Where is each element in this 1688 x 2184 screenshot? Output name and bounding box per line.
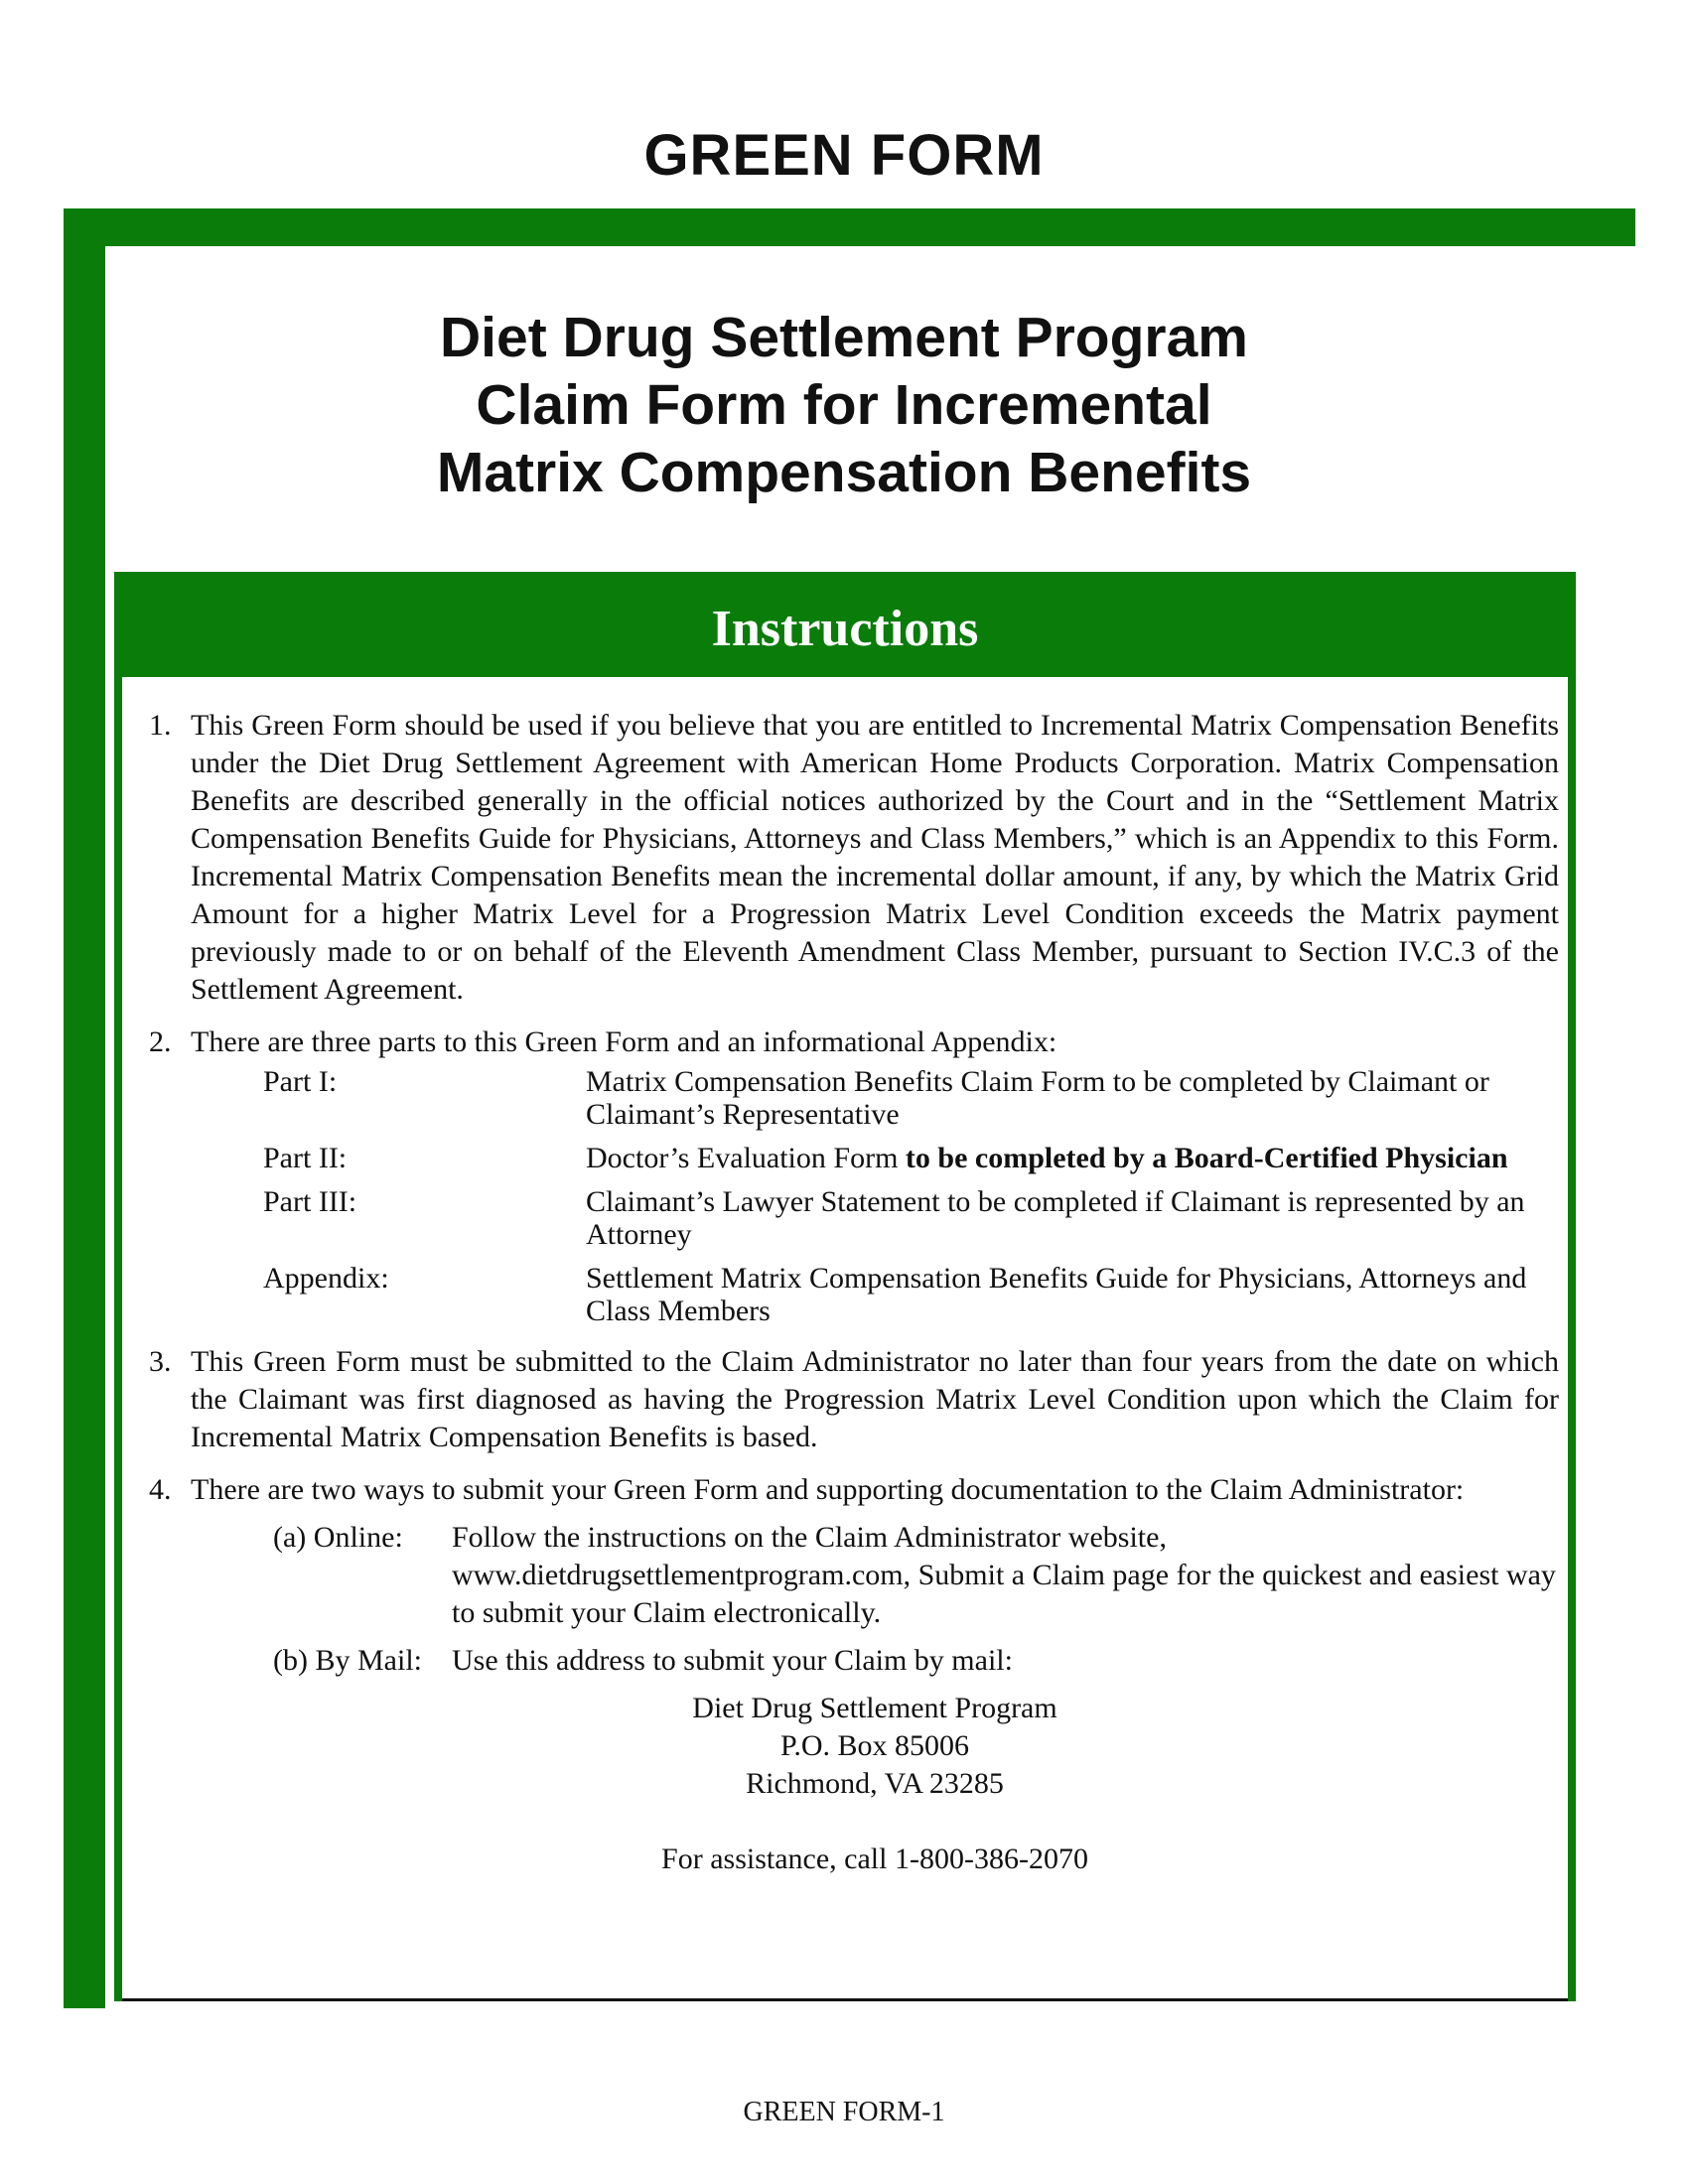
part-row <box>263 1142 1559 1174</box>
part-text: Matrix Compensation Benefits Claim Form to be completed by Claimant or Claimant’s Representative <box>586 1065 1489 1131</box>
item-number: 4. <box>149 1473 172 1506</box>
item-text: There are three parts to this Green Form and an informational Appendix: <box>191 1025 1057 1058</box>
green-left-bar <box>64 208 105 2008</box>
address-line: Diet Drug Settlement Program <box>692 1692 1057 1724</box>
instruction-item-4 <box>149 1471 1559 1509</box>
instruction-item-3 <box>149 1343 1559 1456</box>
item-number: 2. <box>149 1025 172 1058</box>
mailing-address <box>191 1690 1559 1803</box>
part-row <box>263 1065 1559 1131</box>
part-label: Part III: <box>263 1185 357 1218</box>
part-text: Claimant’s Lawyer Statement to be completed if Claimant is represented by an Attorney <box>586 1185 1525 1251</box>
instruction-item-1 <box>149 707 1559 1009</box>
part-text-bold: to be completed by a Board-Certified Physician <box>905 1142 1508 1174</box>
online-text: Follow the instructions on the Claim Administrator website, www.dietdrugsettlementprogram.com, Submit a Claim page for the quickest and easiest way to submit your Claim electronically. <box>452 1521 1556 1629</box>
instructions-left-border <box>114 677 122 2001</box>
part-text: Settlement Matrix Compensation Benefits Guide for Physicians, Attorneys and Class Members <box>586 1262 1527 1327</box>
part-label: Appendix: <box>263 1262 389 1295</box>
address-line: P.O. Box 85006 <box>779 1729 970 1762</box>
mail-label: (b) By Mail: <box>273 1644 422 1677</box>
part-row <box>263 1185 1559 1251</box>
instruction-item-2 <box>149 1024 1559 1061</box>
form-parts-list <box>149 1065 1559 1327</box>
program-title-line-3: Matrix Compensation Benefits <box>436 441 1252 504</box>
instructions-heading: Instructions <box>114 572 1576 677</box>
mail-text: Use this address to submit your Claim by mail: <box>452 1644 1013 1677</box>
item-number: 3. <box>149 1345 172 1378</box>
form-title: GREEN FORM <box>643 123 1045 188</box>
part-label: Part I: <box>263 1065 338 1098</box>
submit-mail-row <box>273 1642 1559 1680</box>
item-text: This Green Form must be submitted to the Claim Administrator no later than four years from the date on which the Claimant was first diagnosed as having the Progression Matrix Level Condition upon which the Claim for Incremental Matrix Compensation Benefits is based. <box>191 1345 1559 1453</box>
part-text: Doctor’s Evaluation Form <box>586 1142 906 1174</box>
item-number: 1. <box>149 709 172 742</box>
part-label: Part II: <box>263 1142 348 1174</box>
online-label: (a) Online: <box>273 1521 403 1554</box>
item-text: There are two ways to submit your Green Form and supporting documentation to the Claim Administrator: <box>191 1473 1465 1506</box>
submit-online-row <box>273 1519 1559 1632</box>
assistance-phone: For assistance, call 1-800-386-2070 <box>661 1843 1088 1875</box>
item-text: This Green Form should be used if you believe that you are entitled to Incremental Matrix Compensation Benefits under the Diet Drug Settlement Agreement with American Home Products Corporation. Matrix Compensation Benefits are described generally in the official notices authorized by the Court and in the “Settlement Matrix Compensation Benefits Guide for Physicians, Attorneys and Class Members,” which is an Appendix to this Form. Incremental Matrix Compensation Benefits mean the incremental dollar amount, if any, by which the Matrix Grid Amount for a higher Matrix Level for a Progression Matrix Level Condition exceeds the Matrix payment previously made to or on behalf of the Eleventh Amendment Class Member, pursuant to Section IV.C.3 of the Settlement Agreement. <box>191 709 1559 1006</box>
program-title-line-2: Claim Form for Incremental <box>476 373 1212 437</box>
part-row <box>263 1262 1559 1327</box>
instructions-right-border <box>1568 677 1576 2001</box>
program-title-line-1: Diet Drug Settlement Program <box>440 306 1248 369</box>
instructions-content <box>149 707 1559 1878</box>
program-title <box>105 304 1583 506</box>
green-top-bar <box>64 208 1635 246</box>
page-footer: GREEN FORM-1 <box>743 2097 945 2127</box>
address-line: Richmond, VA 23285 <box>746 1767 1004 1800</box>
